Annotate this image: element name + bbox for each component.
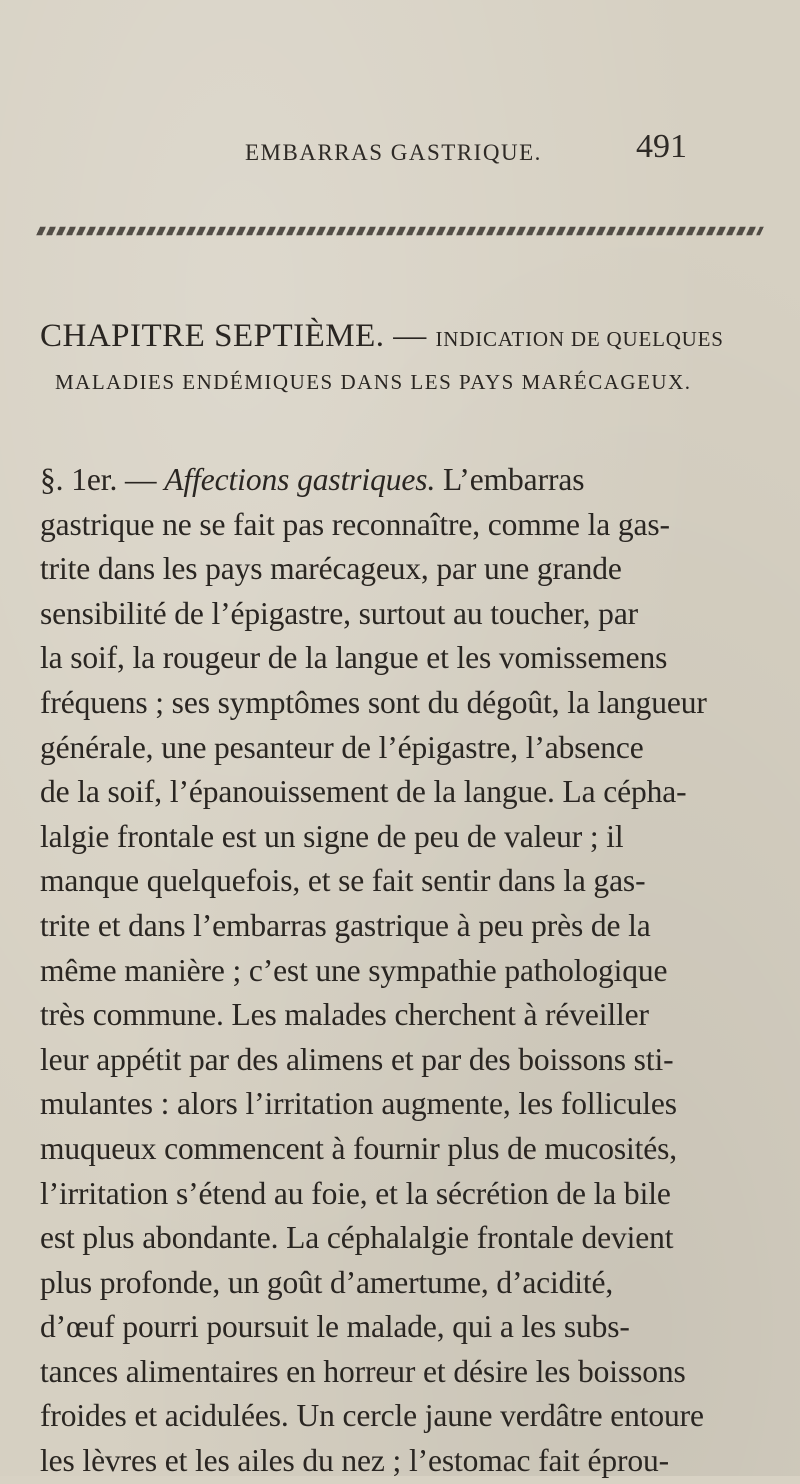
- chapter-title: [40, 318, 724, 355]
- text-line: lalgie frontale est un signe de peu de valeur ; il: [40, 818, 624, 854]
- text-line: sensibilité de l’épigastre, surtout au toucher, par: [40, 595, 639, 631]
- text-line: l’irritation s’étend au foie, et la sécrétion de la bile: [40, 1175, 671, 1211]
- text-line: générale, une pesanteur de l’épigastre, l’absence: [40, 729, 644, 765]
- section-first-line: [40, 458, 770, 503]
- text-line: leur appétit par des alimens et par des boissons sti-: [40, 1041, 674, 1077]
- text-line: fréquens ; ses symptômes sont du dégoût, la langueur: [40, 684, 707, 720]
- decorative-rule: [35, 224, 766, 238]
- text-line: très commune. Les malades cherchent à réveiller: [40, 997, 649, 1033]
- text-line: les lèvres et les ailes du nez ; l’estomac fait éprou-: [40, 1443, 669, 1479]
- chapter-subtitle-part1: INDICATION DE QUELQUES: [435, 327, 724, 351]
- section-heading: Affections gastriques.: [164, 462, 436, 497]
- chapter-subtitle-part2: MALADIES ENDÉMIQUES DANS LES PAYS MARÉCAGEUX.: [55, 370, 692, 394]
- text-line: tances alimentaires en horreur et désire les boissons: [40, 1353, 686, 1389]
- text-line: même manière ; c’est une sympathie pathologique: [40, 952, 668, 988]
- text-line: plus profonde, un goût d’amertume, d’acidité,: [40, 1264, 614, 1300]
- text-line: trite dans les pays marécageux, par une grande: [40, 551, 622, 587]
- text-line: gastrique ne se fait pas reconnaître, comme la gas-: [40, 506, 670, 542]
- text-line: est plus abondante. La céphalalgie frontale devient: [40, 1220, 674, 1256]
- page-number: 491: [636, 128, 687, 165]
- text-line: trite et dans l’embarras gastrique à peu près de la: [40, 907, 651, 943]
- chapter-title-text: CHAPITRE SEPTIÈME. —: [40, 318, 427, 354]
- text-line: L’embarras: [443, 462, 585, 497]
- text-line: la soif, la rougeur de la langue et les vomissemens: [40, 640, 668, 676]
- text-line: froides et acidulées. Un cercle jaune verdâtre entoure: [40, 1398, 704, 1434]
- running-head: EMBARRAS GASTRIQUE.: [245, 140, 542, 165]
- section-number: §. 1er. —: [40, 462, 157, 497]
- section-body: [40, 458, 770, 1484]
- text-line: manque quelquefois, et se fait sentir dans la gas-: [40, 863, 646, 899]
- text-line: d’œuf pourri poursuit le malade, qui a les subs-: [40, 1309, 630, 1345]
- text-line: muqueux commencent à fournir plus de mucosités,: [40, 1130, 677, 1166]
- text-line: mulantes : alors l’irritation augmente, les follicules: [40, 1086, 677, 1122]
- text-line: de la soif, l’épanouissement de la langue. La cépha-: [40, 774, 687, 810]
